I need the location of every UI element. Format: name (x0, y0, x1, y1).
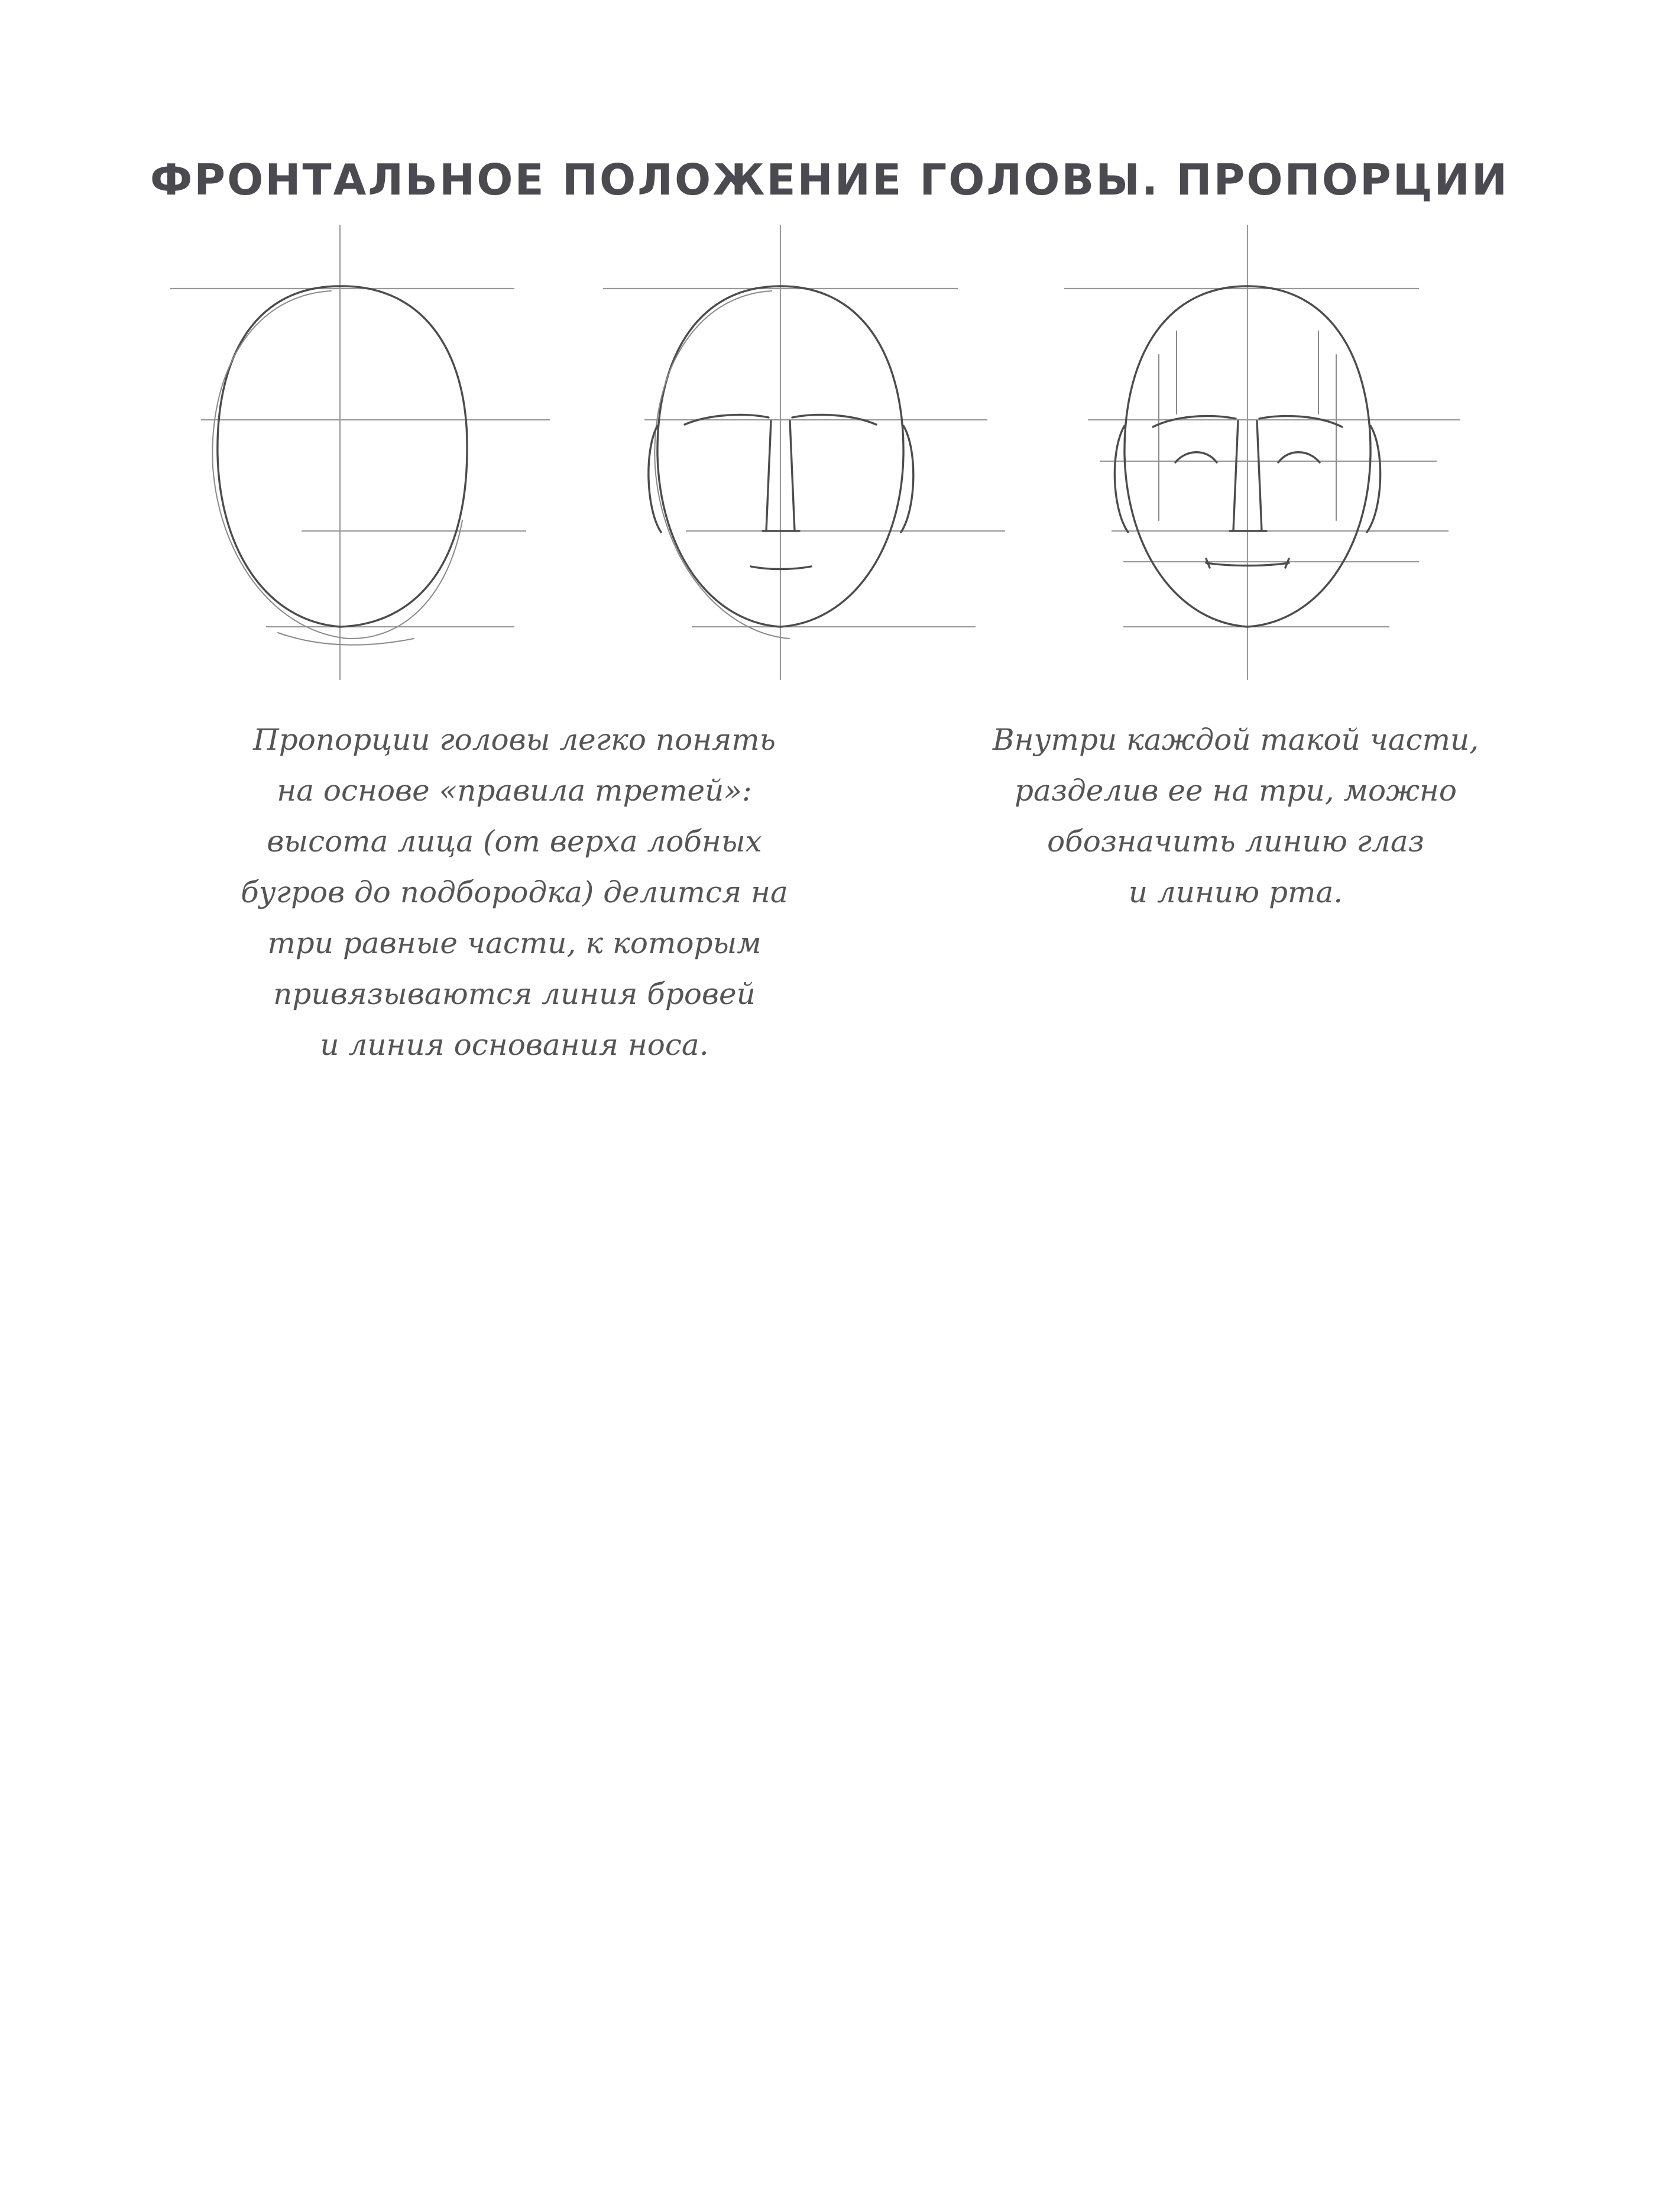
head-with-eyes-and-mouth-lines (1064, 225, 1460, 680)
caption-right (934, 714, 1537, 918)
caption-left-line: бугров до подбородка) делится на (241, 875, 788, 909)
caption-right-line: разделив ее на три, можно (1015, 773, 1457, 808)
caption-left-line: высота лица (от верха лобных (267, 824, 762, 859)
caption-right-line: обозначить линию глаз (1047, 824, 1424, 859)
caption-left-line: и линия основания носа. (320, 1028, 709, 1062)
caption-right-line: и линию рта. (1128, 875, 1343, 909)
caption-left (213, 714, 816, 1070)
caption-left-line: Пропорции головы легко понять (253, 723, 776, 757)
caption-left-line: на основе «правила третей»: (277, 773, 752, 808)
caption-left-line: привязываются линия бровей (273, 977, 756, 1011)
head-with-brow-and-nose-lines (603, 225, 1005, 680)
head-proportion-sketches (0, 0, 1659, 710)
caption-right-line: Внутри каждой такой части, (992, 723, 1479, 757)
head-oval-construction (170, 225, 550, 680)
page-title: ФРОНТАЛЬНОЕ ПОЛОЖЕНИЕ ГОЛОВЫ. ПРОПОРЦИИ (150, 155, 1509, 205)
caption-left-line: три равные части, к которым (267, 926, 762, 960)
